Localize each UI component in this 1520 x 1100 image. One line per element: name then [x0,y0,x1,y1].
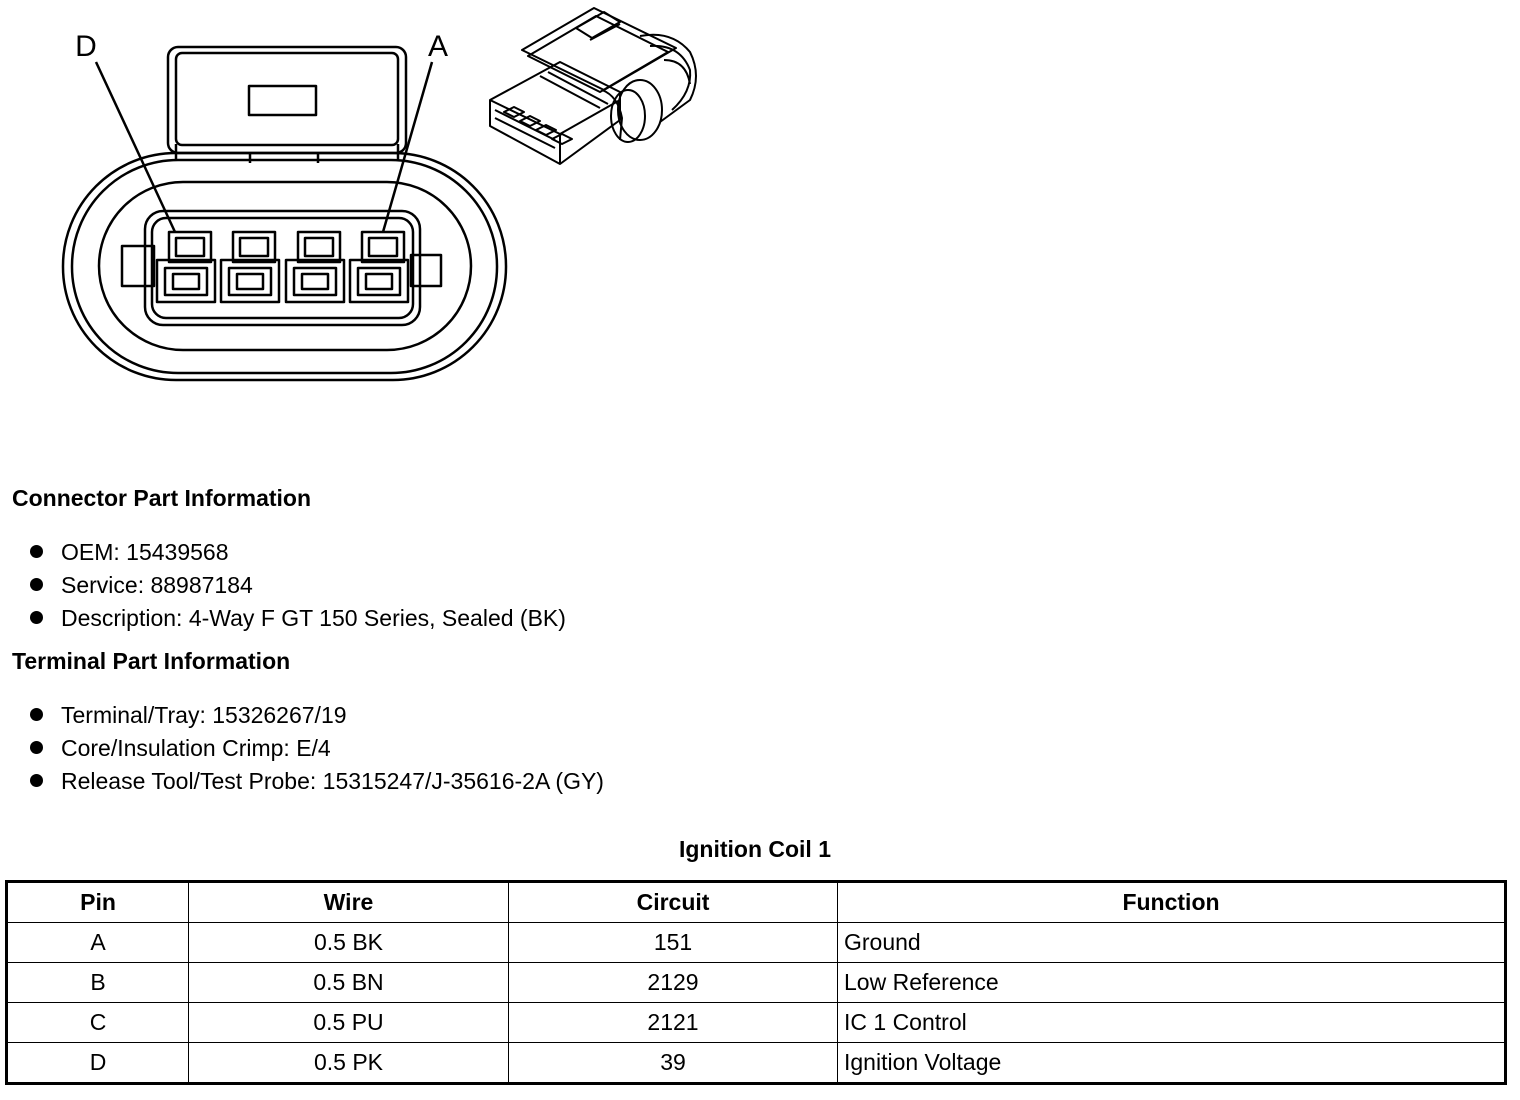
terminal-cavities [157,232,408,302]
list-item-text: Service: 88987184 [61,572,253,598]
column-header-circuit: Circuit [509,882,838,923]
list-item-text: Core/Insulation Crimp: E/4 [61,735,331,761]
table-title: Ignition Coil 1 [678,836,832,862]
cell-wire: 0.5 PK [189,1043,509,1084]
bullet-icon [30,708,43,721]
cell-pin: C [7,1003,189,1043]
cell-function: Ignition Voltage [838,1043,1506,1084]
list-item [30,699,604,732]
bullet-icon [30,545,43,558]
list-item [30,569,566,602]
column-header-wire: Wire [189,882,509,923]
callout-a-leader [383,62,432,232]
locking-tab [168,47,406,163]
terminal-info-list [30,699,604,798]
cell-circuit: 2121 [509,1003,838,1043]
list-item [30,732,604,765]
cell-circuit: 151 [509,923,838,963]
list-item-text: Release Tool/Test Probe: 15315247/J-35616-2A (GY) [61,768,604,794]
cell-wire: 0.5 BN [189,963,509,1003]
cell-function: IC 1 Control [838,1003,1506,1043]
connector-housing [63,153,506,380]
table-row [7,923,1506,963]
connector-3d-illustration [490,8,696,164]
table-header-row [7,882,1506,923]
terminal-cavity [350,232,408,302]
table-row [7,963,1506,1003]
bullet-icon [30,578,43,591]
list-item [30,765,604,798]
table-row [7,1043,1506,1084]
bullet-icon [30,741,43,754]
column-header-pin: Pin [7,882,189,923]
cell-pin: D [7,1043,189,1084]
pinout-table [5,880,1507,1085]
cell-pin: B [7,963,189,1003]
cell-function: Ground [838,923,1506,963]
connector-info-list [30,536,566,635]
list-item-text: OEM: 15439568 [61,539,229,565]
callout-d-leader [96,62,175,232]
list-item [30,602,566,635]
cell-circuit: 2129 [509,963,838,1003]
connector-info-title: Connector Part Information [12,485,312,511]
callout-d-label: D [75,30,97,63]
list-item [30,536,566,569]
list-item-text: Description: 4-Way F GT 150 Series, Sealed (BK) [61,605,566,631]
connector-face-diagram [0,0,720,400]
cell-wire: 0.5 BK [189,923,509,963]
table-row [7,1003,1506,1043]
terminal-cavity [221,232,279,302]
cell-pin: A [7,923,189,963]
list-item-text: Terminal/Tray: 15326267/19 [61,702,347,728]
cell-function: Low Reference [838,963,1506,1003]
bullet-icon [30,611,43,624]
cell-circuit: 39 [509,1043,838,1084]
terminal-cavity [157,232,215,302]
terminal-info-title: Terminal Part Information [12,648,291,674]
column-header-function: Function [838,882,1506,923]
terminal-cavity [286,232,344,302]
callout-a-label: A [427,30,449,63]
cell-wire: 0.5 PU [189,1003,509,1043]
bullet-icon [30,774,43,787]
